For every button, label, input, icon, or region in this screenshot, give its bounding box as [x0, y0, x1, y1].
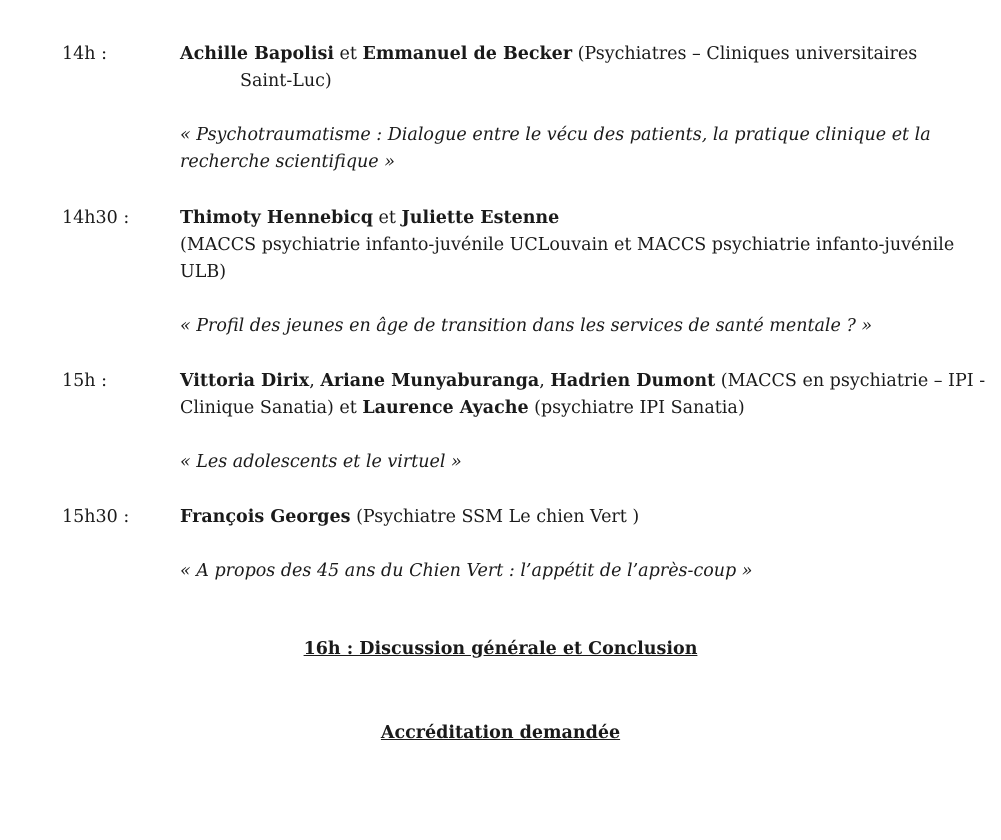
talk-title: « A propos des 45 ans du Chien Vert : l’appétit de l’après-coup »: [180, 561, 753, 581]
accreditation-heading: Accréditation demandée: [380, 723, 621, 743]
speakers-line: [180, 368, 986, 395]
joiner: et: [333, 44, 363, 64]
session-time: 14h :: [62, 44, 107, 64]
affiliation: (MACCS psychiatrie infanto-juvénile UCLouvain et MACCS psychiatrie infanto-juvénile: [180, 235, 955, 255]
talk-title: « Les adolescents et le virtuel »: [180, 452, 462, 472]
speakers-line-continued: [180, 395, 950, 422]
separator: ,: [539, 371, 551, 391]
speaker-name: Achille Bapolisi: [180, 44, 334, 64]
session-time: 15h :: [62, 371, 107, 391]
speakers-line: [180, 205, 950, 232]
session-content: [180, 41, 950, 176]
speaker-name: Ariane Munyaburanga: [320, 371, 540, 391]
affiliation: Clinique Sanatia) et: [180, 398, 363, 418]
separator: ,: [309, 371, 321, 391]
affiliation: (psychiatre IPI Sanatia): [528, 398, 745, 418]
speakers-line: [180, 504, 950, 531]
affiliation: (Psychiatre SSM Le chien Vert ): [350, 507, 640, 527]
discussion-heading: 16h : Discussion générale et Conclusion: [303, 639, 698, 659]
speaker-name: François Georges: [180, 507, 351, 527]
session-time: 14h30 :: [62, 208, 130, 228]
speaker-name: Vittoria Dirix: [180, 371, 310, 391]
affiliation-continued: ULB): [180, 262, 227, 282]
speaker-name: Juliette Estenne: [401, 208, 560, 228]
session-content: [180, 504, 950, 585]
joiner: et: [372, 208, 402, 228]
speakers-line: [180, 41, 950, 68]
speaker-name: Hadrien Dumont: [550, 371, 716, 391]
speaker-name: Emmanuel de Becker: [362, 44, 573, 64]
session-content: [180, 205, 955, 340]
affiliation: (MACCS en psychiatrie – IPI -: [715, 371, 986, 391]
session-time: 15h30 :: [62, 507, 130, 527]
talk-title-continued: recherche scientifique »: [180, 152, 395, 172]
affiliation: (Psychiatres – Cliniques universitaires: [572, 44, 918, 64]
talk-title: « Profil des jeunes en âge de transition dans les services de santé mentale ? »: [180, 316, 873, 336]
affiliation-continued: Saint-Luc): [240, 71, 332, 91]
talk-title: « Psychotraumatisme : Dialogue entre le vécu des patients, la pratique clinique et la: [180, 125, 931, 145]
speaker-name: Laurence Ayache: [362, 398, 529, 418]
speaker-name: Thimoty Hennebicq: [180, 208, 373, 228]
session-content: [180, 368, 986, 476]
